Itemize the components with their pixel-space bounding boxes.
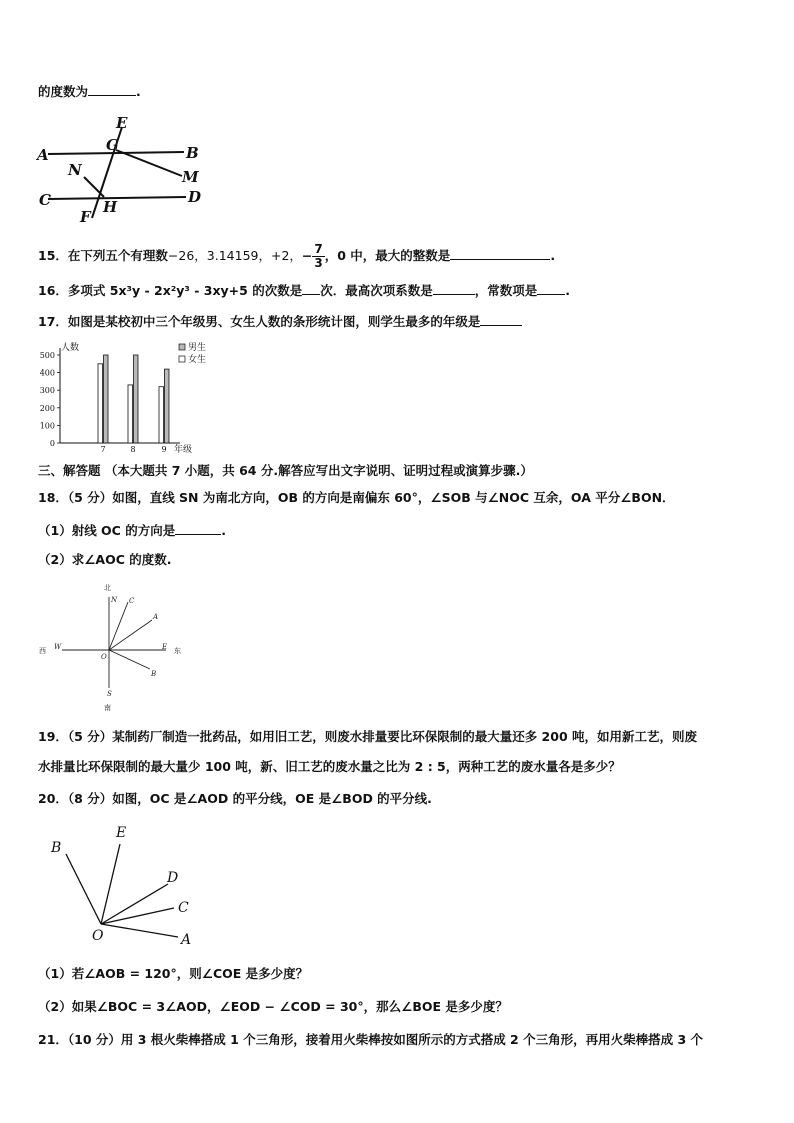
ray-oc	[101, 908, 174, 924]
fraction-numerator: 7	[314, 242, 323, 256]
y-tick-label: 0	[49, 439, 55, 448]
period: .	[136, 84, 141, 99]
bar-male	[104, 355, 109, 443]
ray-oa	[101, 924, 178, 937]
x-tick-label: 7	[100, 445, 106, 454]
q15-minus: −	[301, 248, 313, 263]
label-o: O	[92, 928, 104, 944]
q15-prefix: 15．在下列五个有理数	[38, 248, 168, 263]
label-d: D	[167, 870, 179, 886]
y-tick-label: 300	[39, 386, 55, 396]
label-north: 北	[104, 584, 111, 592]
label-west: 西	[39, 647, 46, 655]
q16-part1: 16．多项式 5x³y - 2x²y³ - 3xy+5 的次数是	[38, 283, 303, 298]
label-m: M	[182, 168, 199, 186]
q15-numbers: −26，3.14159，+2，	[167, 248, 302, 263]
period: .	[550, 248, 556, 263]
label-a: A	[37, 146, 49, 164]
question-18-part2: （2）求∠AOC 的度数.	[38, 552, 172, 567]
question-19-line2: 水排量比环保限制的最大量少 100 吨，新、旧工艺的废水量之比为 2 : 5，两种工艺的废水量各是多少？	[38, 759, 621, 774]
answer-blank	[433, 282, 475, 295]
bar-male	[134, 355, 139, 443]
label-b: B	[51, 840, 62, 856]
answer-blank	[480, 313, 522, 326]
ray-oa	[109, 620, 152, 650]
ray-oc	[109, 602, 128, 650]
label-b: B	[151, 670, 157, 678]
label-south: 南	[104, 704, 111, 712]
answer-blank	[302, 282, 320, 295]
label-s: S	[107, 690, 112, 698]
label-c: C	[178, 900, 189, 916]
label-east: 东	[174, 647, 181, 655]
legend-swatch-male	[179, 344, 185, 350]
q17-text: 17．如图是某校初中三个年级男、女生人数的条形统计图，则学生最多的年级是	[38, 314, 481, 329]
question-16	[38, 282, 570, 299]
question-20-part1: （1）若∠AOB = 120°，则∠COE 是多少度？	[38, 966, 309, 981]
ray-gm	[116, 150, 182, 176]
x-tick-label: 9	[161, 445, 167, 454]
ray-oe	[101, 844, 120, 924]
label-n: N	[68, 161, 82, 179]
answer-blank	[88, 83, 136, 96]
label-a: A	[181, 932, 192, 948]
label-h: H	[103, 198, 118, 216]
question-18-stem: 18．（5 分）如图，直线 SN 为南北方向，OB 的方向是南偏东 60°，∠SOB 与∠NOC 互余，OA 平分∠BON．	[38, 490, 675, 505]
label-b: B	[186, 144, 199, 162]
figure-parallel-lines	[36, 112, 212, 226]
ray-ob	[66, 854, 101, 924]
label-e: E	[162, 643, 168, 651]
ray-od	[101, 884, 168, 924]
label-c: C	[39, 191, 51, 209]
figure-angles	[44, 820, 204, 950]
y-tick-label: 400	[39, 368, 55, 378]
question-20-part2: （2）如果∠BOC = 3∠AOD，∠EOD − ∠COD = 30°，那么∠BOE 是多少度？	[38, 999, 508, 1014]
answer-blank	[175, 522, 221, 535]
label-e: E	[116, 114, 128, 132]
ray-ob	[109, 650, 150, 669]
q15-suffix: ，0 中，最大的整数是	[324, 248, 451, 263]
fraction-denominator: 3	[314, 256, 323, 270]
q15-fraction	[312, 243, 324, 270]
q14-tail-text: 的度数为	[38, 84, 89, 99]
q16-part3: ，常数项是	[474, 283, 538, 298]
bar-female	[128, 385, 133, 443]
legend-label-male: 男生	[188, 343, 207, 353]
q14-tail	[38, 83, 141, 100]
bar-chart	[30, 340, 230, 458]
question-17	[38, 313, 522, 330]
legend-swatch-female	[179, 356, 185, 362]
answer-blank	[537, 282, 565, 295]
label-f: F	[80, 208, 91, 226]
bar-female	[98, 364, 103, 443]
question-18-part1	[38, 522, 226, 539]
legend-label-female: 女生	[188, 355, 207, 365]
question-15	[38, 243, 555, 270]
x-axis-label: 年级	[174, 445, 193, 455]
label-c: C	[129, 597, 135, 605]
y-tick-label: 500	[39, 351, 55, 360]
bar-male	[165, 369, 170, 443]
q16-part2: 次．最高次项系数是	[320, 283, 433, 298]
question-19-line1: 19．（5 分）某制药厂制造一批药品，如用旧工艺，则废水排量要比环保限制的最大量还多 200 吨，如用新工艺，则废	[38, 729, 697, 744]
period: .	[565, 283, 570, 298]
q18-part1-text: （1）射线 OC 的方向是	[38, 523, 176, 538]
section-heading: 三、解答题 （本大题共 7 小题，共 64 分.解答应写出文字说明、证明过程或演算步骤.）	[38, 463, 533, 478]
label-g: G	[106, 136, 119, 154]
label-o: O	[101, 653, 107, 661]
answer-blank	[450, 247, 550, 260]
ray-hn	[84, 177, 104, 197]
x-tick-label: 8	[130, 445, 136, 454]
y-tick-label: 200	[39, 403, 55, 413]
label-n: N	[111, 596, 118, 604]
y-axis-label: 人数	[61, 343, 80, 353]
question-20-stem: 20．（8 分）如图，OC 是∠AOD 的平分线，OE 是∠BOD 的平分线.	[38, 791, 432, 806]
label-w: W	[54, 643, 62, 651]
label-a: A	[153, 613, 159, 621]
label-e: E	[116, 825, 127, 841]
bar-female	[159, 387, 164, 443]
y-tick-label: 100	[39, 421, 55, 431]
figure-compass	[30, 580, 200, 716]
period: .	[221, 523, 226, 538]
question-21: 21．（10 分）用 3 根火柴棒搭成 1 个三角形，接着用火柴棒按如图所示的方式搭成 2 个三角形，再用火柴棒搭成 3 个	[38, 1032, 703, 1047]
label-d: D	[188, 188, 202, 206]
